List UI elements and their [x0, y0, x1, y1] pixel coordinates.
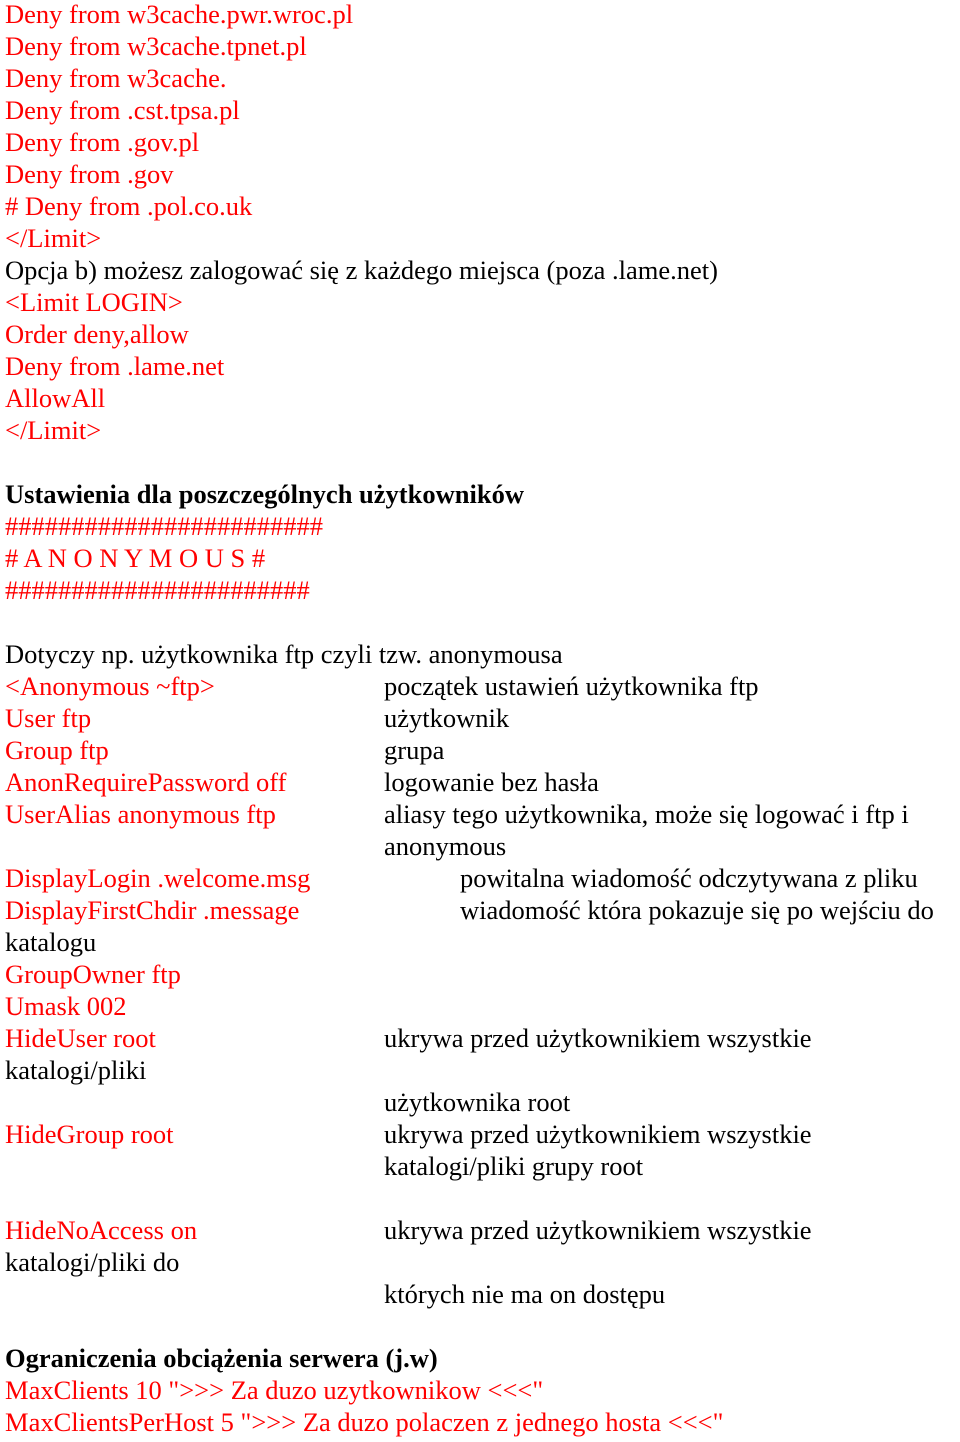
config-comment-line: # Deny from .pol.co.uk — [5, 191, 253, 221]
config-comment-line: # A N O N Y M O U S # — [5, 543, 266, 573]
config-line: MaxClientsPerHost 5 ">>> Za duzo polaczen z jednego hosta <<<" — [5, 1407, 724, 1437]
config-line: Group ftp — [5, 735, 109, 765]
config-line: AllowAll — [5, 383, 106, 413]
config-explanation: katalogi/pliki grupy root — [384, 1151, 644, 1181]
config-explanation: anonymous — [384, 831, 507, 861]
config-line: DisplayFirstChdir .message — [5, 895, 300, 925]
description-line: Opcja b) możesz zalogować się z każdego miejsca (poza .lame.net) — [5, 255, 718, 285]
config-line: Deny from .gov.pl — [5, 127, 200, 157]
config-line: MaxClients 10 ">>> Za duzo uzytkownikow <<<" — [5, 1375, 544, 1405]
config-explanation: ukrywa przed użytkownikiem wszystkie — [384, 1215, 812, 1245]
config-line: HideGroup root — [5, 1119, 174, 1149]
config-explanation: powitalna wiadomość odczytywana z pliku — [460, 863, 918, 893]
config-explanation: których nie ma on dostępu — [384, 1279, 666, 1309]
config-explanation: ukrywa przed użytkownikiem wszystkie — [384, 1023, 812, 1053]
config-line: GroupOwner ftp — [5, 959, 181, 989]
config-line: Deny from .gov — [5, 159, 174, 189]
config-line: </Limit> — [5, 415, 102, 445]
config-line: <Limit LOGIN> — [5, 287, 183, 317]
config-explanation: użytkownik — [384, 703, 510, 733]
config-line: Order deny,allow — [5, 319, 189, 349]
config-line: Deny from w3cache. — [5, 63, 227, 93]
config-comment-line: ####################### — [5, 575, 310, 605]
config-explanation: katalogu — [5, 927, 97, 957]
config-line: User ftp — [5, 703, 92, 733]
config-comment-line: ######################## — [5, 511, 323, 541]
description-line: Dotyczy np. użytkownika ftp czyli tzw. anonymousa — [5, 639, 563, 669]
config-line: UserAlias anonymous ftp — [5, 799, 276, 829]
config-line: HideUser root — [5, 1023, 156, 1053]
config-line: </Limit> — [5, 223, 102, 253]
config-explanation: katalogi/pliki do — [5, 1247, 180, 1277]
config-explanation: logowanie bez hasła — [384, 767, 599, 797]
config-line: AnonRequirePassword off — [5, 767, 287, 797]
section-heading: Ograniczenia obciążenia serwera (j.w) — [5, 1343, 438, 1373]
config-explanation: wiadomość która pokazuje się po wejściu do — [460, 895, 934, 925]
config-explanation: początek ustawień użytkownika ftp — [384, 671, 759, 701]
config-line: Deny from w3cache.pwr.wroc.pl — [5, 0, 354, 29]
config-explanation: katalogi/pliki — [5, 1055, 147, 1085]
config-line: DisplayLogin .welcome.msg — [5, 863, 311, 893]
config-line: HideNoAccess on — [5, 1215, 198, 1245]
config-explanation: użytkownika root — [384, 1087, 571, 1117]
section-heading: Ustawienia dla poszczególnych użytkowników — [5, 479, 524, 509]
config-line: Deny from w3cache.tpnet.pl — [5, 31, 307, 61]
config-explanation: grupa — [384, 735, 445, 765]
config-line: Deny from .lame.net — [5, 351, 225, 381]
config-explanation: ukrywa przed użytkownikiem wszystkie — [384, 1119, 812, 1149]
config-line: <Anonymous ~ftp> — [5, 671, 215, 701]
config-explanation: aliasy tego użytkownika, może się logować i ftp i — [384, 799, 909, 829]
config-line: Umask 002 — [5, 991, 127, 1021]
config-line: Deny from .cst.tpsa.pl — [5, 95, 240, 125]
